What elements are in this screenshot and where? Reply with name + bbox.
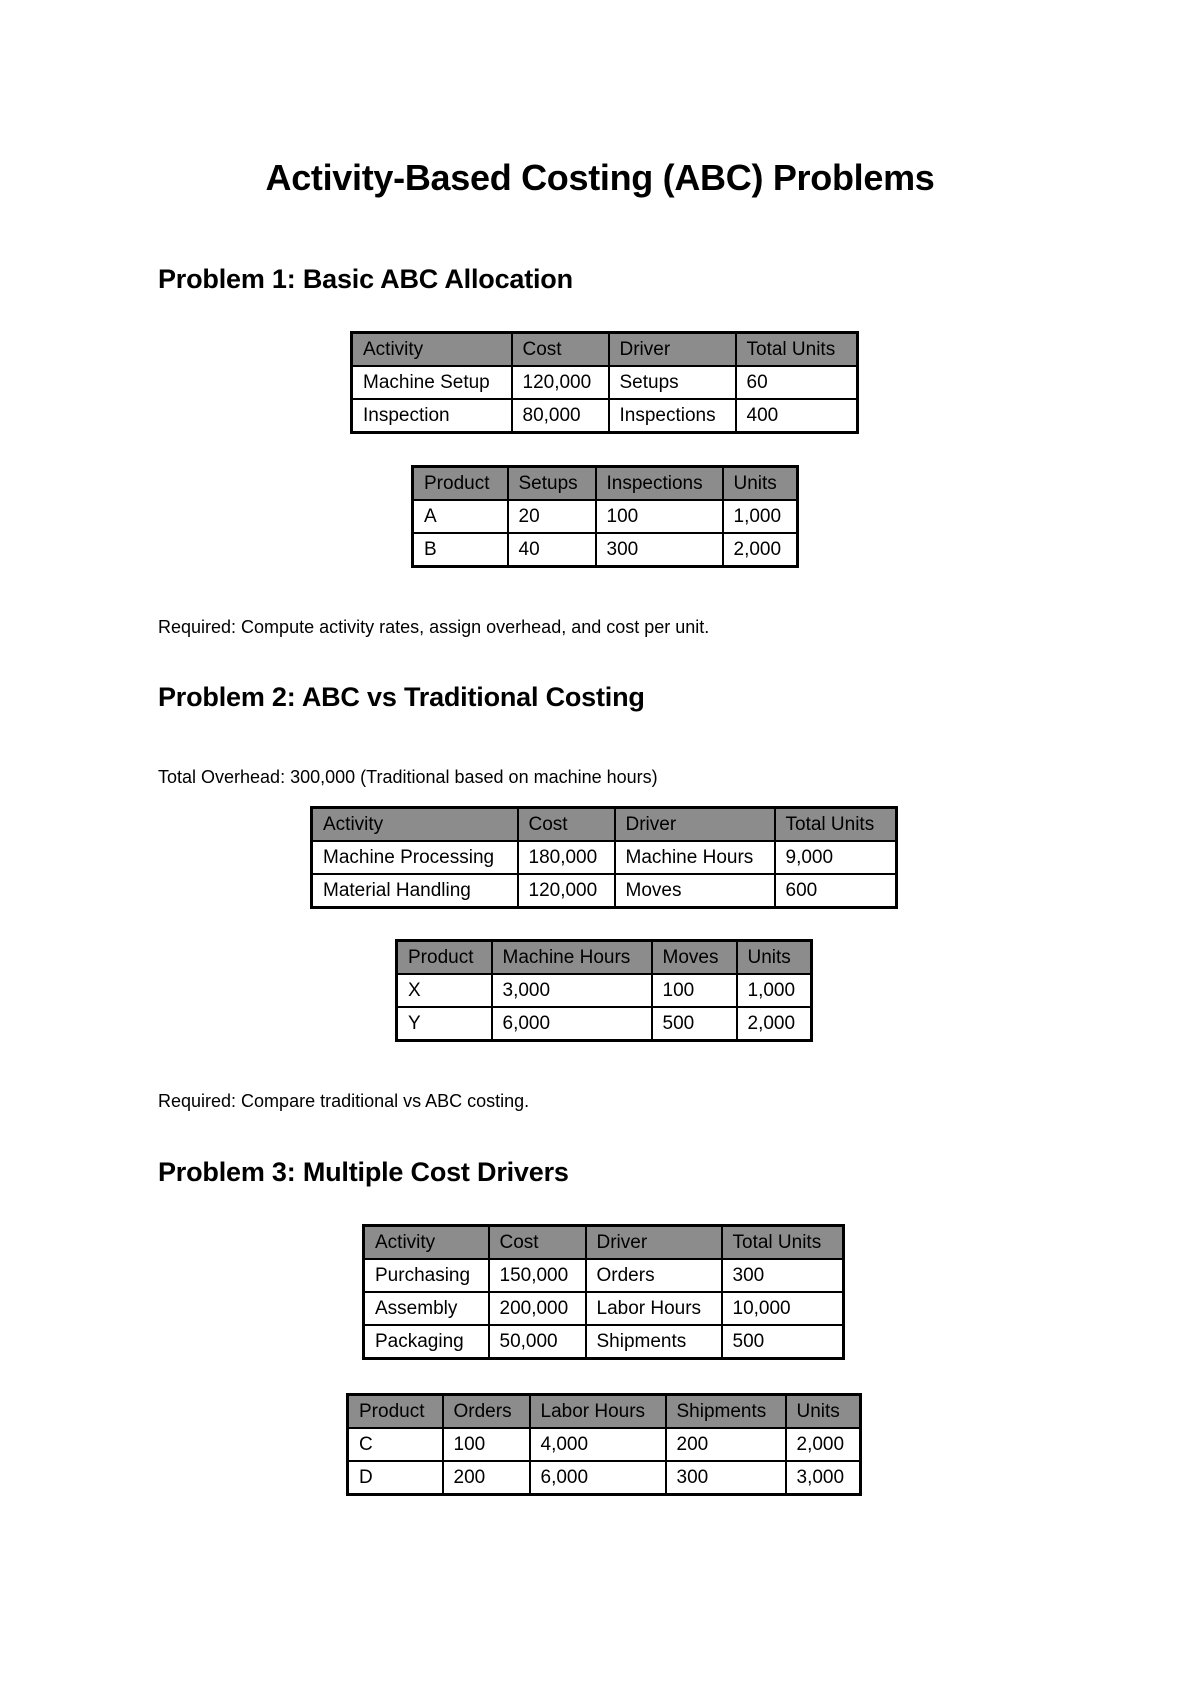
- table-header-row: [312, 808, 897, 842]
- table-cell: 600: [775, 874, 897, 908]
- problem-1-activity-table: [350, 331, 859, 434]
- table-cell: Setups: [609, 366, 736, 399]
- table-cell: 200: [666, 1428, 786, 1461]
- table-cell: 300: [722, 1259, 844, 1292]
- table-cell: 3,000: [492, 974, 652, 1007]
- column-header: Units: [723, 467, 798, 501]
- problem-2-activity-table: [310, 806, 898, 909]
- table-row: [397, 1007, 812, 1041]
- table-row: [397, 974, 812, 1007]
- column-header: Product: [397, 941, 492, 975]
- table-cell: 2,000: [786, 1428, 861, 1461]
- table-cell: X: [397, 974, 492, 1007]
- table-cell: 9,000: [775, 841, 897, 874]
- table-cell: 10,000: [722, 1292, 844, 1325]
- table-cell: 150,000: [489, 1259, 586, 1292]
- table-cell: 100: [596, 500, 723, 533]
- column-header: Activity: [364, 1226, 489, 1260]
- table-cell: 1,000: [723, 500, 798, 533]
- table-cell: 6,000: [492, 1007, 652, 1041]
- table-row: [348, 1428, 861, 1461]
- problem-3-activity-table: [362, 1224, 845, 1360]
- table-header-row: [413, 467, 798, 501]
- table-cell: 120,000: [512, 366, 609, 399]
- problem-2-product-table: [395, 939, 813, 1042]
- column-header: Machine Hours: [492, 941, 652, 975]
- table-cell: Packaging: [364, 1325, 489, 1359]
- table-row: [312, 841, 897, 874]
- column-header: Cost: [489, 1226, 586, 1260]
- problem-1-product-table: [411, 465, 799, 568]
- table-cell: 80,000: [512, 399, 609, 433]
- table-cell: Inspection: [352, 399, 512, 433]
- table-cell: 60: [736, 366, 858, 399]
- table-row: [413, 533, 798, 567]
- table-header-row: [397, 941, 812, 975]
- problem-3-product-table: [346, 1393, 862, 1496]
- table-cell: 500: [652, 1007, 737, 1041]
- table-cell: Machine Processing: [312, 841, 518, 874]
- column-header: Total Units: [775, 808, 897, 842]
- column-header: Driver: [615, 808, 775, 842]
- table-cell: 6,000: [530, 1461, 666, 1495]
- problem-1-heading: Problem 1: Basic ABC Allocation: [158, 264, 573, 294]
- problem-1-required: Required: Compute activity rates, assign overhead, and cost per unit.: [158, 617, 710, 637]
- table-cell: 120,000: [518, 874, 615, 908]
- table-row: [312, 874, 897, 908]
- column-header: Activity: [312, 808, 518, 842]
- table-cell: 3,000: [786, 1461, 861, 1495]
- table-row: [352, 399, 858, 433]
- table-cell: Moves: [615, 874, 775, 908]
- table-cell: Purchasing: [364, 1259, 489, 1292]
- column-header: Orders: [443, 1395, 530, 1429]
- table-cell: B: [413, 533, 508, 567]
- table-row: [413, 500, 798, 533]
- table-cell: 1,000: [737, 974, 812, 1007]
- problem-2-required: Required: Compare traditional vs ABC costing.: [158, 1091, 530, 1111]
- table-cell: Y: [397, 1007, 492, 1041]
- table-cell: Orders: [586, 1259, 722, 1292]
- table-header-row: [352, 333, 858, 367]
- problem-3-heading: Problem 3: Multiple Cost Drivers: [158, 1157, 569, 1187]
- column-header: Shipments: [666, 1395, 786, 1429]
- table-row: [352, 366, 858, 399]
- column-header: Product: [348, 1395, 443, 1429]
- column-header: Driver: [609, 333, 736, 367]
- column-header: Driver: [586, 1226, 722, 1260]
- column-header: Moves: [652, 941, 737, 975]
- column-header: Inspections: [596, 467, 723, 501]
- table-cell: 200,000: [489, 1292, 586, 1325]
- column-header: Cost: [518, 808, 615, 842]
- table-cell: 4,000: [530, 1428, 666, 1461]
- table-cell: Shipments: [586, 1325, 722, 1359]
- column-header: Units: [786, 1395, 861, 1429]
- table-cell: 2,000: [723, 533, 798, 567]
- problem-2-intro: Total Overhead: 300,000 (Traditional based on machine hours): [158, 767, 658, 787]
- table-cell: 500: [722, 1325, 844, 1359]
- table-cell: 400: [736, 399, 858, 433]
- column-header: Product: [413, 467, 508, 501]
- column-header: Activity: [352, 333, 512, 367]
- table-header-row: [348, 1395, 861, 1429]
- column-header: Units: [737, 941, 812, 975]
- table-header-row: [364, 1226, 844, 1260]
- table-cell: 50,000: [489, 1325, 586, 1359]
- column-header: Labor Hours: [530, 1395, 666, 1429]
- table-cell: C: [348, 1428, 443, 1461]
- table-cell: 180,000: [518, 841, 615, 874]
- column-header: Total Units: [722, 1226, 844, 1260]
- table-cell: Machine Hours: [615, 841, 775, 874]
- table-cell: Machine Setup: [352, 366, 512, 399]
- table-cell: 2,000: [737, 1007, 812, 1041]
- table-row: [364, 1292, 844, 1325]
- table-row: [364, 1325, 844, 1359]
- table-cell: Inspections: [609, 399, 736, 433]
- table-row: [364, 1259, 844, 1292]
- table-cell: Assembly: [364, 1292, 489, 1325]
- table-cell: A: [413, 500, 508, 533]
- document-title: Activity-Based Costing (ABC) Problems: [265, 157, 935, 198]
- table-cell: 100: [652, 974, 737, 1007]
- table-cell: 300: [596, 533, 723, 567]
- table-cell: 40: [508, 533, 596, 567]
- table-cell: 20: [508, 500, 596, 533]
- table-cell: 200: [443, 1461, 530, 1495]
- column-header: Cost: [512, 333, 609, 367]
- table-cell: 300: [666, 1461, 786, 1495]
- table-cell: Material Handling: [312, 874, 518, 908]
- column-header: Setups: [508, 467, 596, 501]
- table-cell: Labor Hours: [586, 1292, 722, 1325]
- problem-2-heading: Problem 2: ABC vs Traditional Costing: [158, 682, 645, 712]
- column-header: Total Units: [736, 333, 858, 367]
- table-row: [348, 1461, 861, 1495]
- table-cell: D: [348, 1461, 443, 1495]
- table-cell: 100: [443, 1428, 530, 1461]
